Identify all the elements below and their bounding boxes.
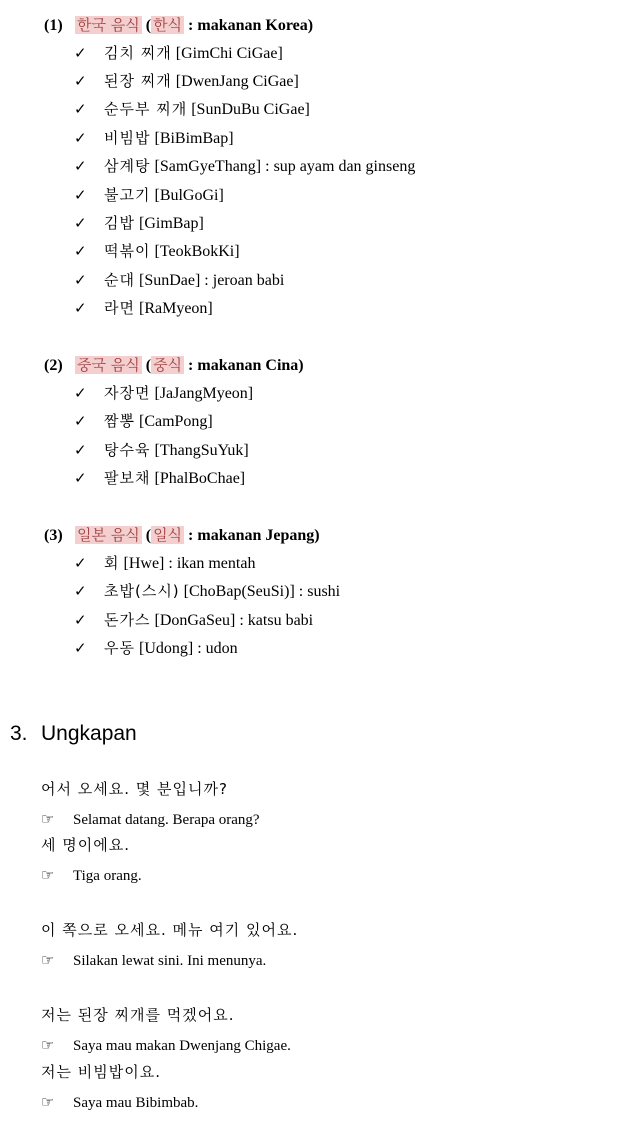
section-number: (1) (44, 17, 63, 34)
section-1-heading: (1) 한국 음식 ( 한식 : makanan Korea) (44, 14, 313, 37)
translation-line: ☞ Saya mau makan Dwenjang Chigae. (41, 1036, 291, 1054)
check-icon: ✓ (74, 639, 87, 657)
translation-line: ☞ Saya mau Bibimbab. (41, 1093, 199, 1111)
pointing-hand-icon: ☞ (41, 810, 55, 828)
translation-line: ☞ Tiga orang. (41, 866, 142, 884)
food-item: ✓ 돈가스 [DonGaSeu] : katsu babi (74, 611, 314, 629)
check-icon: ✓ (74, 412, 87, 430)
korean-phrase: 저는 비빔밥이요. (41, 1063, 161, 1081)
translation-line: ☞ Selamat datang. Berapa orang? (41, 810, 260, 828)
section-number: (2) (44, 357, 63, 374)
category-translation: : makanan Jepang) (184, 527, 320, 544)
korean-category-highlight: 일본 음식 (77, 526, 140, 544)
check-icon: ✓ (74, 271, 87, 289)
translation-line: ☞ Silakan lewat sini. Ini menunya. (41, 951, 267, 969)
food-item: ✓ 탕수육 [ThangSuYuk] (74, 441, 249, 459)
food-item: ✓ 불고기 [BulGoGi] (74, 186, 224, 204)
food-item: ✓ 떡볶이 [TeokBokKi] (74, 242, 240, 260)
food-item: ✓ 회 [Hwe] : ikan mentah (74, 554, 256, 572)
check-icon: ✓ (74, 44, 87, 62)
check-icon: ✓ (74, 441, 87, 459)
check-icon: ✓ (74, 582, 87, 600)
heading-number: 3. (10, 722, 28, 745)
food-item: ✓ 김치 찌개 [GimChi CiGae] (74, 44, 283, 62)
korean-category-highlight: 한국 음식 (77, 16, 140, 34)
korean-short-highlight: 중식 (153, 356, 183, 374)
food-item: ✓ 우동 [Udong] : udon (74, 639, 238, 657)
food-item: ✓ 짬뽕 [CamPong] (74, 412, 213, 430)
food-item: ✓ 팔보채 [PhalBoChae] (74, 469, 246, 487)
check-icon: ✓ (74, 100, 87, 118)
korean-short-highlight: 일식 (153, 526, 183, 544)
korean-category-highlight: 중국 음식 (77, 356, 140, 374)
food-item: ✓ 순대 [SunDae] : jeroan babi (74, 271, 285, 289)
check-icon: ✓ (74, 384, 87, 402)
korean-phrase: 세 명이에요. (41, 836, 130, 854)
check-icon: ✓ (74, 242, 87, 260)
section-3-heading: (3) 일본 음식 ( 일식 : makanan Jepang) (44, 524, 320, 547)
category-translation: : makanan Cina) (184, 357, 304, 374)
section-heading (10, 720, 137, 748)
food-item: ✓ 비빔밥 [BiBimBap] (74, 129, 234, 147)
food-item: ✓ 삼계탕 [SamGyeThang] : sup ayam dan ginseng (74, 157, 416, 175)
food-item: ✓ 순두부 찌개 [SunDuBu CiGae] (74, 100, 310, 118)
food-item: ✓ 된장 찌개 [DwenJang CiGae] (74, 72, 299, 90)
check-icon: ✓ (74, 469, 87, 487)
heading-title: Ungkapan (41, 722, 137, 745)
korean-phrase: 저는 된장 찌개를 먹겠어요. (41, 1006, 235, 1024)
food-item: ✓ 라면 [RaMyeon] (74, 299, 213, 317)
check-icon: ✓ (74, 186, 87, 204)
check-icon: ✓ (74, 554, 87, 572)
korean-phrase: 이 쪽으로 오세요. 메뉴 여기 있어요. (41, 921, 299, 939)
pointing-hand-icon: ☞ (41, 951, 55, 969)
check-icon: ✓ (74, 129, 87, 147)
category-translation: : makanan Korea) (184, 17, 314, 34)
section-number: (3) (44, 527, 63, 544)
check-icon: ✓ (74, 611, 87, 629)
section-2-heading: (2) 중국 음식 ( 중식 : makanan Cina) (44, 354, 304, 377)
korean-phrase: 어서 오세요. 몇 분입니까? (41, 780, 228, 798)
pointing-hand-icon: ☞ (41, 866, 55, 884)
food-item: ✓ 김밥 [GimBap] (74, 214, 204, 232)
pointing-hand-icon: ☞ (41, 1093, 55, 1111)
korean-short-highlight: 한식 (153, 16, 183, 34)
check-icon: ✓ (74, 157, 87, 175)
check-icon: ✓ (74, 299, 87, 317)
check-icon: ✓ (74, 72, 87, 90)
check-icon: ✓ (74, 214, 87, 232)
pointing-hand-icon: ☞ (41, 1036, 55, 1054)
food-item: ✓ 자장면 [JaJangMyeon] (74, 384, 254, 402)
food-item: ✓ 초밥(스시) [ChoBap(SeuSi)] : sushi (74, 582, 341, 600)
